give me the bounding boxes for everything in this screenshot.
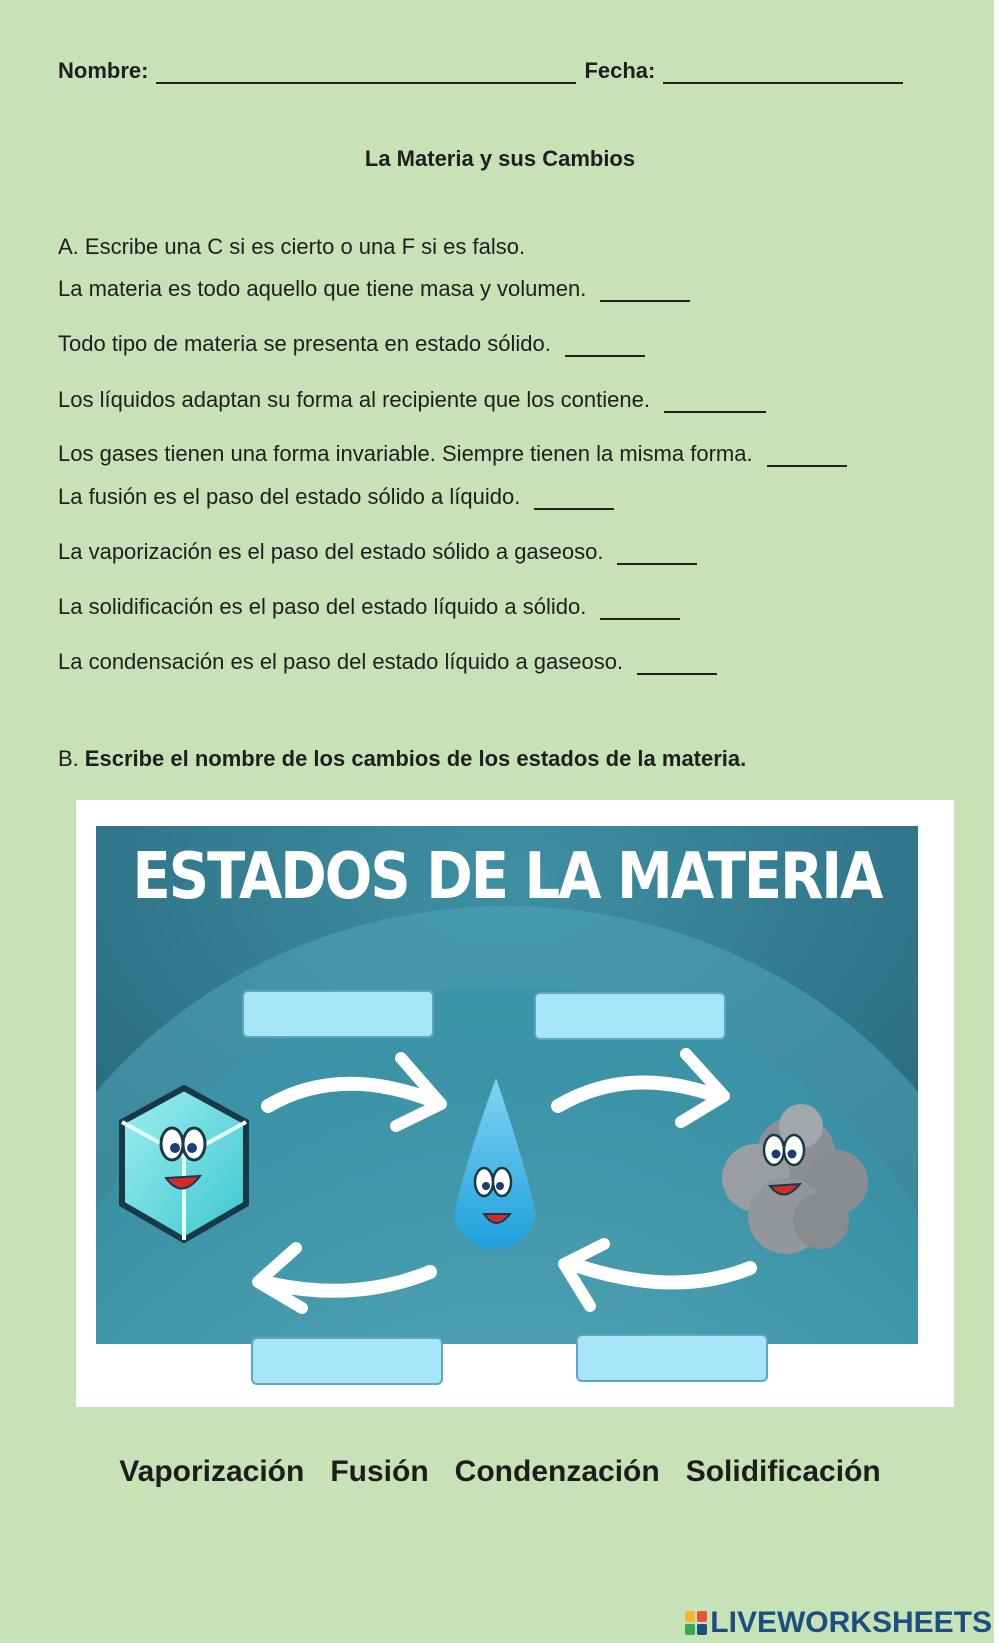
question-row — [58, 331, 645, 357]
diagram-title: ESTADOS DE LA MATERIA — [132, 839, 882, 914]
section-b-instruction — [58, 746, 746, 772]
ice-cube-character — [122, 1088, 246, 1240]
page-right-edge — [994, 0, 1000, 1643]
answer-box-fusion[interactable] — [242, 990, 434, 1038]
answer-blank[interactable] — [664, 391, 766, 413]
section-b-prefix: B. — [58, 746, 79, 771]
water-drop-eye — [475, 1168, 493, 1196]
name-input-line[interactable] — [156, 58, 576, 84]
question-text: La solidificación es el paso del estado líquido a sólido. — [58, 594, 587, 619]
question-text: La condensación es el paso del estado líquido a gaseoso. — [58, 649, 624, 674]
answer-box-vaporization[interactable] — [534, 992, 726, 1040]
question-row — [58, 441, 847, 467]
question-row — [58, 484, 614, 510]
answer-blank[interactable] — [600, 280, 690, 302]
header-row — [58, 58, 903, 84]
answer-box-condensation[interactable] — [576, 1334, 768, 1382]
water-drop-eye — [493, 1168, 511, 1196]
answer-blank[interactable] — [767, 445, 847, 467]
cloud-pupil — [788, 1150, 797, 1159]
question-text: La vaporización es el paso del estado sólido a gaseoso. — [58, 539, 604, 564]
answer-blank[interactable] — [534, 488, 614, 510]
ice-cube-pupil — [187, 1143, 197, 1153]
question-text: Los gases tienen una forma invariable. Siempre tienen la misma forma. — [58, 441, 753, 466]
brand-logo-icon — [685, 1611, 707, 1635]
question-row — [58, 649, 717, 675]
question-text: Los líquidos adaptan su forma al recipiente que los contiene. — [58, 387, 650, 412]
brand-text: LIVEWORKSHEETS — [710, 1606, 992, 1639]
question-text: Todo tipo de materia se presenta en estado sólido. — [58, 331, 551, 356]
worksheet-title: La Materia y sus Cambios — [364, 146, 636, 171]
word-bank — [0, 1455, 1000, 1489]
liveworksheets-brand — [685, 1606, 992, 1640]
question-row — [58, 594, 680, 620]
ice-cube-pupil — [170, 1143, 180, 1153]
states-of-matter-diagram — [96, 826, 918, 1344]
date-input-line[interactable] — [663, 58, 903, 84]
answer-blank[interactable] — [617, 543, 697, 565]
word-bank-item[interactable]: Fusión — [330, 1455, 429, 1488]
question-row — [58, 539, 697, 565]
water-drop-pupil — [496, 1182, 504, 1190]
question-row — [58, 387, 766, 413]
word-bank-item[interactable]: Solidificación — [685, 1455, 881, 1488]
question-text: La materia es todo aquello que tiene masa y volumen. — [58, 276, 587, 301]
word-bank-item[interactable]: Vaporización — [119, 1455, 305, 1488]
water-drop-pupil — [482, 1182, 490, 1190]
question-text: La fusión es el paso del estado sólido a líquido. — [58, 484, 521, 509]
cloud-puff — [793, 1193, 849, 1249]
section-b-text: Escribe el nombre de los cambios de los estados de la materia. — [84, 746, 747, 771]
cloud-pupil — [772, 1150, 781, 1159]
date-label: Fecha: — [584, 58, 656, 83]
answer-blank[interactable] — [600, 598, 680, 620]
answer-box-solidification[interactable] — [251, 1337, 443, 1385]
question-row — [58, 276, 690, 302]
answer-blank[interactable] — [637, 653, 717, 675]
section-a-instruction: A. Escribe una C si es cierto o una F si es falso. — [58, 234, 526, 259]
answer-blank[interactable] — [565, 335, 645, 357]
name-label: Nombre: — [58, 58, 149, 83]
word-bank-item[interactable]: Condenzación — [454, 1455, 660, 1488]
